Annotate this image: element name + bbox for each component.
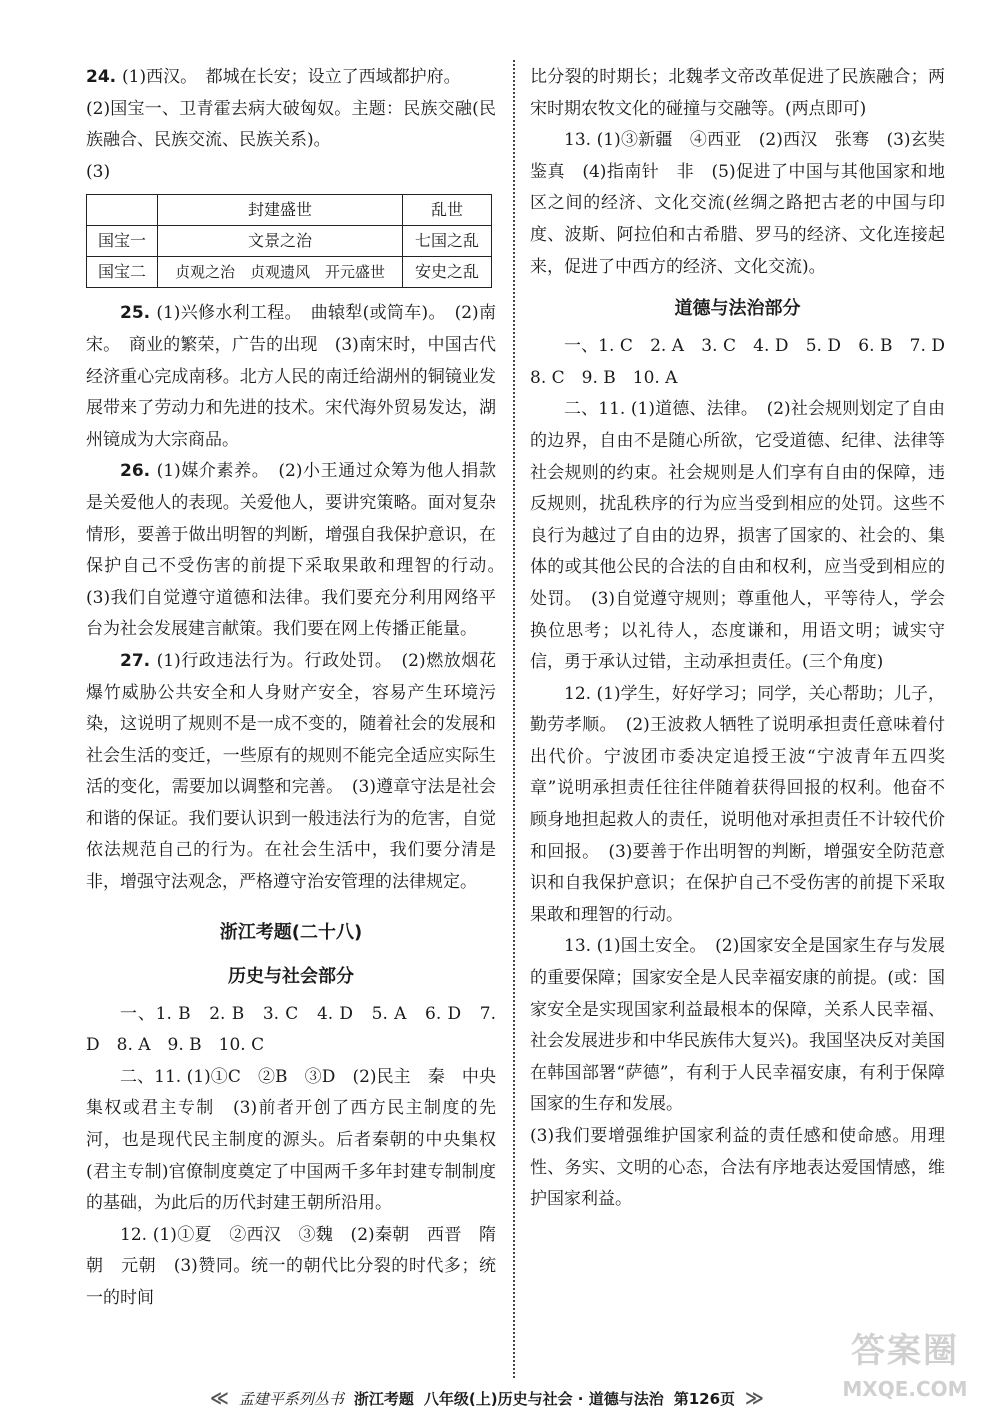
history-multiple-choice: 一、1. B 2. B 3. C 4. D 5. A 6. D 7. D 8. A 9. B 10. C — [86, 1003, 496, 1056]
q24-part1: 24. (1)西汉。 都城在长安；设立了西域都护府。 — [86, 67, 461, 87]
question-number: 24. — [86, 67, 123, 87]
q26-answer: 26. (1)媒介素养。 (2)小王通过众筹为他人捐款是关爱他人的表现。关爱他人，要讲究策略。面对复杂情形，要善于做出明智的判断，增强自我保护意识，在保护自己不受伤害的前提下采取果敢和理智的行动。 (3)我们自觉遵守道德和法律。我们要充分利用网络平台为社会发展建言献策。我们要在网上传播正能量。 — [86, 461, 513, 640]
table-header-row — [87, 195, 492, 226]
q24-part3: (3) — [86, 161, 111, 182]
ornament-right-icon: ≫ — [745, 1388, 764, 1409]
question-number: 27. — [120, 650, 157, 671]
national-treasure-table — [86, 194, 492, 288]
q24-part2: (2)国宝一、卫青霍去病大破匈奴。主题：民族交融(民族融合、民族交流、民族关系)。 — [86, 98, 496, 151]
table-cell: 文景之治 — [158, 226, 403, 257]
table-header-cell — [87, 195, 158, 226]
question-number: 25. — [120, 303, 157, 324]
table-header-cell: 乱世 — [403, 195, 492, 226]
morality-section-title: 道德与法治部分 — [674, 298, 801, 320]
footer-grade-subject: 八年级(上)历史与社会 · 道德与法治 — [423, 1390, 664, 1408]
question-number: 26. — [120, 461, 157, 482]
watermark-logo — [830, 1326, 980, 1416]
exam-title: 浙江考题(二十八) — [219, 921, 363, 943]
history-q11: 二、11. (1)①C ②B ③D (2)民主 秦 中央集权或君主专制 (3)前者开创了西方民主制度的先河，也是现代民主制度的源头。后者秦朝的中央集权(君主专制)官僚制度奠定了中国两千多年封建专制制度的基础，为此后的历代封建王朝所沿用。 — [86, 1066, 496, 1214]
table-cell: 国宝一 — [87, 226, 158, 257]
page-footer — [210, 1384, 810, 1414]
table-cell: 安史之乱 — [403, 257, 492, 288]
morality-q12: 12. (1)学生，好好学习；同学，关心帮助；儿子，勤劳孝顺。 (2)王波救人牺牲了说明承担责任意味着付出代价。宁波团市委决定追授王波“宁波青年五四奖章”说明承担责任往往伴随着获得回报的权利。他奋不顾身地担起救人的责任，说明他对承担责任不计较代价和回报。 (3)要善于作出明智的判断，增强安全防范意识和自我保护意识；在保护自己不受伤害的前提下采取果敢和理智的行动。 — [530, 683, 945, 925]
morality-q13: 13. (1)国土安全。 (2)国家安全是国家生存与发展的重要保障；国家安全是人民幸福安康的前提。(或：国家安全是实现国家利益最根本的保障，关系人民幸福、社会发展进步和中华民族伟大复兴)。我国坚决反对美国在韩国部署“萨德”，有利于人民幸福安康，有利于保障国家的生存和发展。 — [530, 936, 945, 1115]
history-q12: 12. (1)①夏 ②西汉 ③魏 (2)秦朝 西晋 隋朝 元朝 (3)赞同。统一的朝代比分裂的时代多；统一的时间 — [86, 1224, 496, 1308]
history-q12-continued: 比分裂的时期长；北魏孝文帝改革促进了民族融合；两宋时期农牧文化的碰撞与交融等。(两点即可) — [530, 67, 945, 119]
morality-multiple-choice: 一、1. C 2. A 3. C 4. D 5. D 6. B 7. D 8. C 9. B 10. A — [530, 336, 962, 388]
table-cell: 贞观之治 贞观遗风 开元盛世 — [158, 257, 403, 288]
table-cell: 国宝二 — [87, 257, 158, 288]
history-section-title: 历史与社会部分 — [228, 965, 354, 987]
q27-answer: 27. (1)行政违法行为。行政处罚。 (2)燃放烟花爆竹威胁公共安全和人身财产安全，容易产生环境污染，这说明了规则不是一成不变的，随着社会的发展和社会生活的变迁，一些原有的规则不能完全适应实际生活的变化，需要加以调整和完善。 (3)遵章守法是社会和谐的保证。我们要认识到一般违法行为的危害，自觉依法规范自己的行为。在社会生活中，我们要分清是非，增强守法观念，严格遵守治安管理的法律规定。 — [86, 650, 496, 893]
morality-q13-part3: (3)我们要增强维护国家利益的责任感和使命感。用理性、务实、文明的心态，合法有序地表达爱国情感，维护国家利益。 — [530, 1126, 945, 1210]
table-header-cell: 封建盛世 — [158, 195, 403, 226]
footer-exam: 浙江考题 — [353, 1390, 414, 1408]
table-row — [87, 257, 492, 288]
q25-answer: 25. (1)兴修水利工程。 曲辕犁(或筒车)。 (2)南宋。 商业的繁荣，广告的出现 (3)南宋时，中国古代经济重心完成南移。北方人民的南迁给湖州的铜镜业发展带来了劳动力和先进的技术。宋代海外贸易发达，湖州镜成为大宗商品。 — [86, 303, 496, 450]
column-divider — [513, 60, 515, 1378]
series-name: 孟建平系列丛书 — [238, 1390, 344, 1408]
ornament-left-icon: ≪ — [210, 1388, 229, 1409]
morality-q11: 二、11. (1)道德、法律。 (2)社会规则划定了自由的边界，自由不是随心所欲，它受道德、纪律、法律等社会规则的约束。社会规则是人们享有自由的保障，违反规则，扰乱秩序的行为应当受到相应的处罚。这些不良行为越过了自由的边界，损害了国家的、社会的、集体的或其他公民的合法的自由和权利，应当受到相应的处罚。 (3)自觉遵守规则；尊重他人，平等待人，学会换位思考；以礼待人，态度谦和，用语文明；诚实守信，勇于承认过错，主动承担责任。(三个角度) — [530, 399, 945, 673]
right-column — [530, 62, 962, 1216]
left-column — [86, 62, 513, 1315]
history-q13: 13. (1)③新疆 ④西亚 (2)西汉 张骞 (3)玄奘 鉴真 (4)指南针 非 (5)促进了中国与其他国家和地区之间的经济、文化交流(丝绸之路把古老的中国与印度、波斯、阿拉伯和古希腊、罗马的经济、文化连接起来，促进了中西方的经济、文化交流)。 — [530, 130, 962, 277]
table-cell: 七国之乱 — [403, 226, 492, 257]
table-row — [87, 226, 492, 257]
page-number: 第126页 — [673, 1390, 736, 1408]
watermark-url: MXQE.COM — [842, 1377, 968, 1401]
watermark-text: 答案圈 — [851, 1331, 959, 1371]
